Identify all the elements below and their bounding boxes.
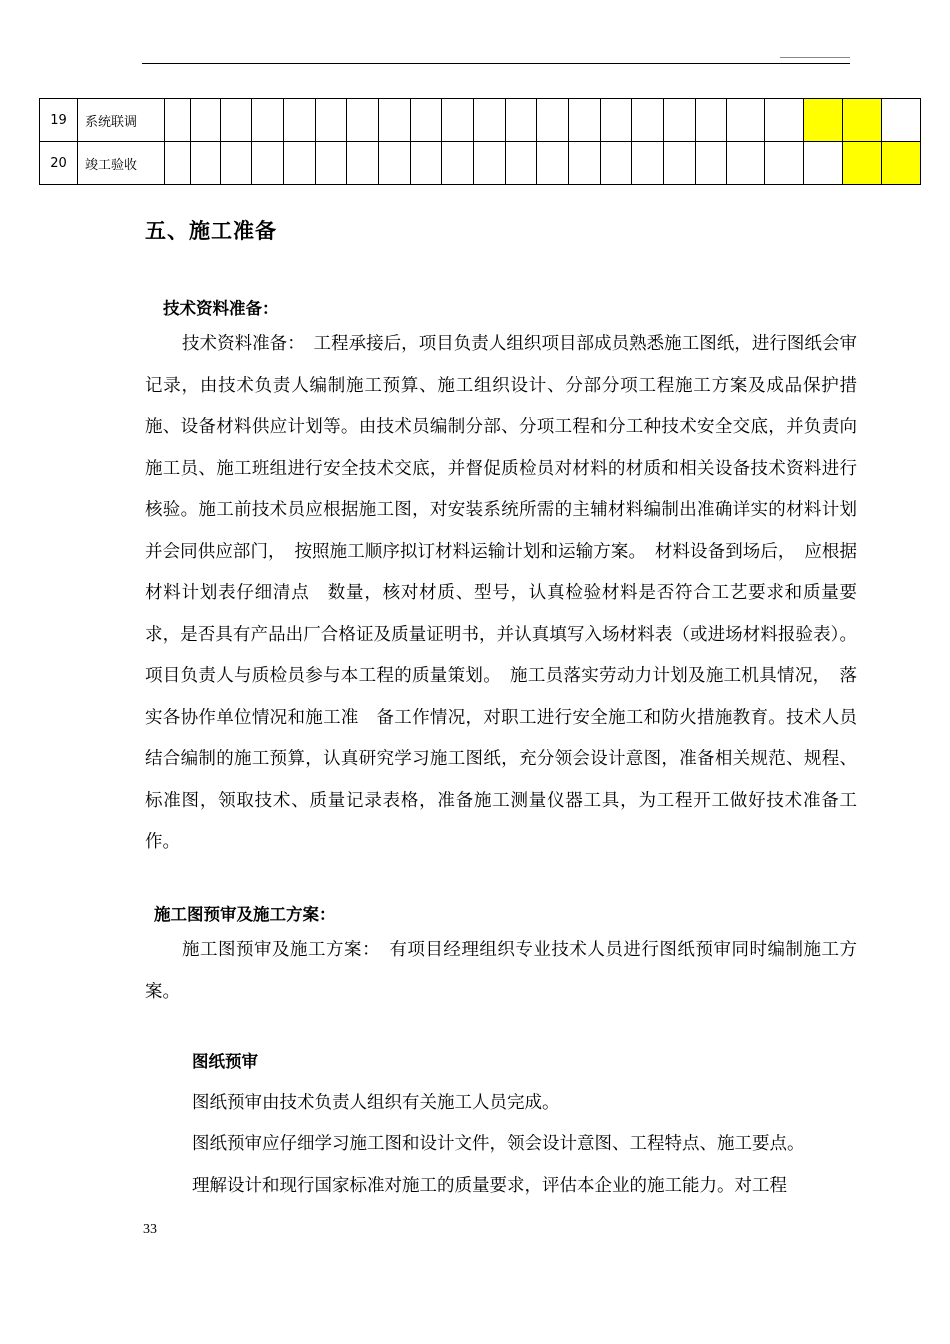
- schedule-bar-cell: [843, 99, 882, 142]
- schedule-cell: [252, 99, 284, 142]
- page-number: 33: [143, 1222, 157, 1237]
- schedule-cell: [347, 99, 379, 142]
- row-number: 20: [40, 142, 78, 185]
- schedule-cell: [316, 99, 347, 142]
- schedule-cell: [316, 142, 347, 185]
- schedule-table: [39, 98, 921, 185]
- schedule-cell: [765, 142, 804, 185]
- schedule-cell: [601, 99, 632, 142]
- schedule-row: [40, 99, 921, 142]
- tech-docs-body: 技术资料准备： 工程承接后，项目负责人组织项目部成员熟悉施工图纸，进行图纸会审记录，由技术负责人编制施工预算、施工组织设计、分部分项工程施工方案及成品保护措施、设备材料供应计划等。由技术员编制分部、分项工程和分工种技术安全交底，并负责向施工员、施工班组进行安全技术交底，并督促质检员对材料的材质和相关设备技术资料进行核验。施工前技术员应根据施工图，对安装系统所需的主辅材料编制出准确详实的材料计划并会同供应部门， 按照施工顺序拟订材料运输计划和运输方案。 材料设备到场后， 应根据材料计划表仔细清点 数量，核对材质、型号，认真检验材料是否符合工艺要求和质量要求，是否具有产品出厂合格证及质量证明书，并认真填写入场材料表（或进场材料报验表）。项目负责人与质检员参与本工程的质量策划。 施工员落实劳动力计划及施工机具情况， 落实各协作单位情况和施工准 备工作情况，对职工进行安全施工和防火措施教育。技术人员结合编制的施工预算，认真研究学习施工图纸，充分领会设计意图，准备相关规范、规程、标准图，领取技术、质量记录表格，准备施工测量仪器工具，为工程开工做好技术准备工作。: [145, 334, 857, 852]
- schedule-cell: [569, 142, 601, 185]
- schedule-cell: [284, 142, 316, 185]
- task-name: 竣工验收: [78, 142, 165, 185]
- schedule-cell: [474, 142, 506, 185]
- schedule-cell: [191, 99, 221, 142]
- schedule-cell: [765, 99, 804, 142]
- schedule-cell: [506, 99, 537, 142]
- schedule-row: [40, 142, 921, 185]
- schedule-cell: [379, 99, 411, 142]
- schedule-cell: [221, 142, 252, 185]
- schedule-cell: [411, 99, 442, 142]
- pre-review-line: 图纸预审应仔细学习施工图和设计文件，领会设计意图、工程特点、施工要点。: [192, 1134, 805, 1154]
- schedule-cell: [727, 99, 765, 142]
- schedule-cell: [379, 142, 411, 185]
- schedule-cell: [165, 142, 191, 185]
- schedule-cell: [191, 142, 221, 185]
- schedule-cell: [537, 99, 569, 142]
- schedule-cell: [442, 142, 474, 185]
- schedule-cell: [601, 142, 632, 185]
- schedule-cell: [569, 99, 601, 142]
- schedule-cell: [664, 99, 696, 142]
- pre-review-heading: 图纸预审: [192, 1052, 258, 1071]
- schedule-cell: [632, 99, 664, 142]
- schedule-cell: [727, 142, 765, 185]
- section-title: 五、施工准备: [145, 219, 277, 243]
- schedule-bar-cell: [882, 142, 921, 185]
- schedule-cell: [696, 142, 727, 185]
- schedule-cell: [506, 142, 537, 185]
- schedule-cell: [474, 99, 506, 142]
- task-name: 系统联调: [78, 99, 165, 142]
- pre-review-line: 图纸预审由技术负责人组织有关施工人员完成。: [192, 1093, 560, 1113]
- schedule-cell: [165, 99, 191, 142]
- schedule-cell: [411, 142, 442, 185]
- schedule-cell: [664, 142, 696, 185]
- schedule-cell: [442, 99, 474, 142]
- header-mark: [780, 57, 850, 58]
- schedule-cell: [347, 142, 379, 185]
- header-rule: [142, 63, 850, 64]
- schedule-cell: [632, 142, 664, 185]
- schedule-cell: [221, 99, 252, 142]
- schedule-cell: [252, 142, 284, 185]
- schedule-bar-cell: [843, 142, 882, 185]
- schedule-cell: [537, 142, 569, 185]
- schedule-cell: [804, 142, 843, 185]
- drawing-review-body: 施工图预审及施工方案： 有项目经理组织专业技术人员进行图纸预审同时编制施工方案。: [145, 940, 857, 1002]
- schedule-cell: [882, 99, 921, 142]
- schedule-bar-cell: [804, 99, 843, 142]
- drawing-review-heading: 施工图预审及施工方案：: [154, 905, 336, 924]
- row-number: 19: [40, 99, 78, 142]
- tech-docs-heading: 技术资料准备：: [163, 299, 279, 318]
- pre-review-line: 理解设计和现行国家标准对施工的质量要求，评估本企业的施工能力。对工程: [192, 1176, 787, 1196]
- schedule-cell: [284, 99, 316, 142]
- schedule-cell: [696, 99, 727, 142]
